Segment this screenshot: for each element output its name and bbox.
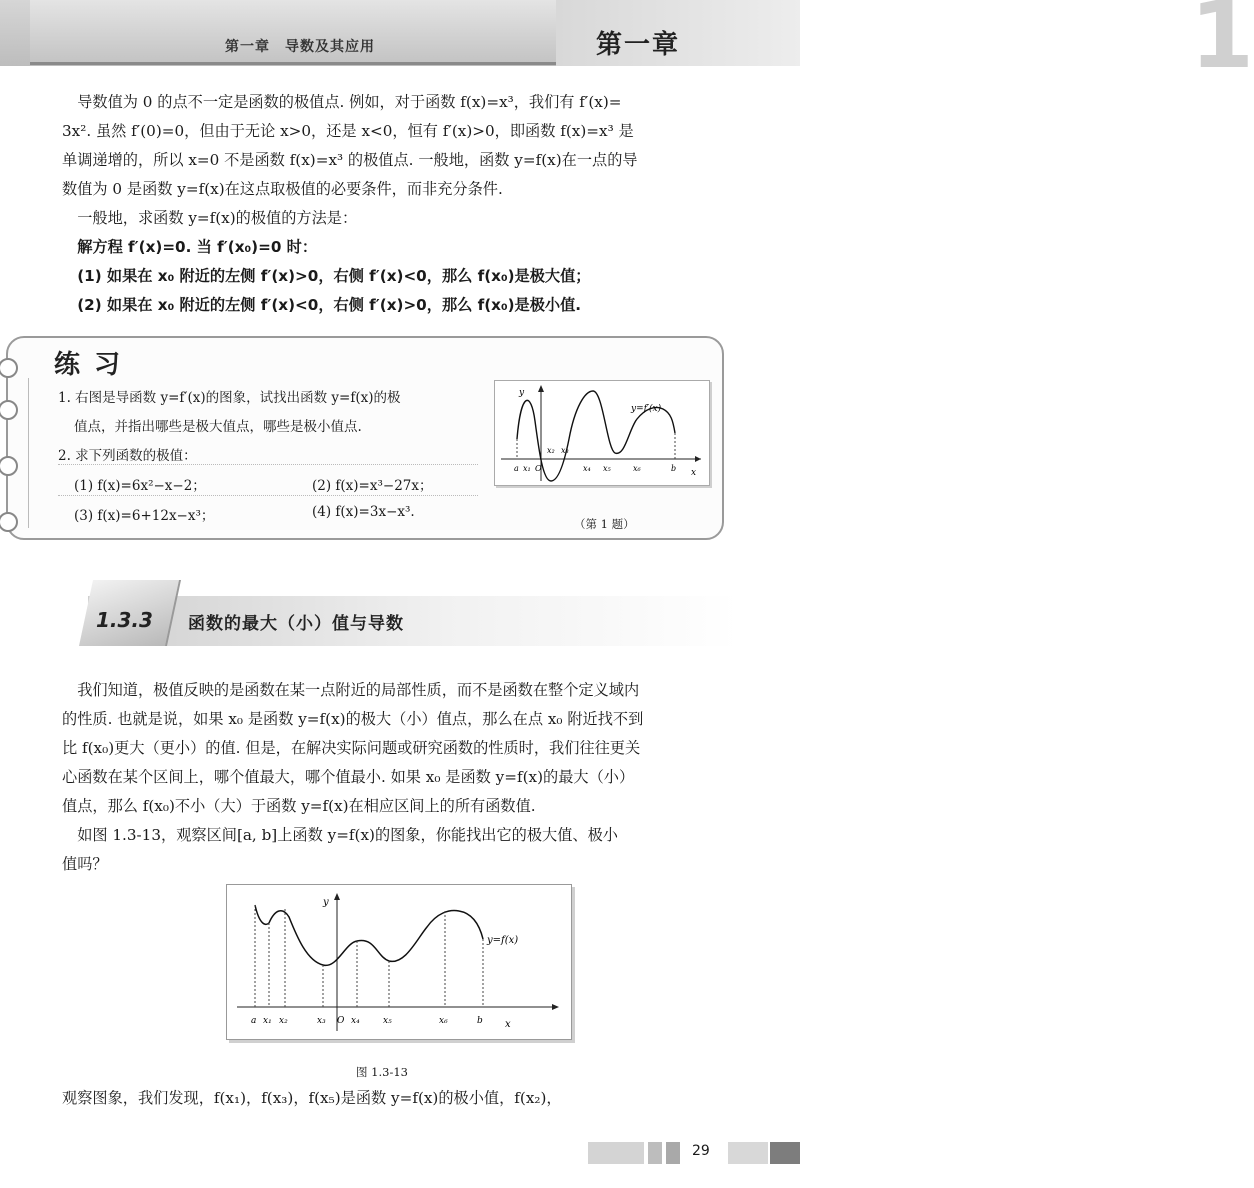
method-steps [62, 233, 742, 320]
x-axis-arrow [695, 456, 701, 462]
exercise-item: (2) f(x)=x³−27x； [312, 478, 433, 494]
closing-paragraph [62, 1084, 742, 1113]
function-figure [226, 884, 572, 1040]
exercise-box [6, 336, 724, 540]
y-label: y [519, 388, 525, 398]
chapter-label: 第一章 [596, 30, 681, 60]
chapter-digit-watermark: 1 [1190, 0, 1254, 89]
exercise-item: (3) f(x)=6+12x−x³； [74, 508, 215, 524]
text-line: 单调递增的，所以 x=0 不是函数 f(x)=x³ 的极值点. 一般地，函数 y=f(x)在一点的导 [62, 151, 638, 169]
exercise-item: (1) f(x)=6x²−x−2； [74, 478, 206, 494]
text-line: 值吗？ [62, 855, 108, 873]
chapter-caption: 第一章 导数及其应用 [225, 39, 375, 55]
curve-label: y=f(x) [487, 935, 519, 946]
section-number: 1.3.3 [96, 608, 153, 632]
function-graph [227, 885, 571, 1039]
footer-bar [728, 1142, 768, 1164]
method-line: (2) 如果在 x₀ 附近的左侧 f′(x)<0，右侧 f′(x)>0，那么 f(x₀)是极小值. [62, 296, 582, 314]
exercise-item: (4) f(x)=3x−x³. [312, 504, 415, 520]
tick-label: O [535, 464, 542, 473]
figure-caption: 图 1.3-13 [356, 1065, 408, 1079]
footer-bar [588, 1142, 644, 1164]
page-number: 29 [692, 1143, 710, 1159]
section-title: 函数的最大（小）值与导数 [188, 614, 404, 634]
text-line: 心函数在某个区间上，哪个值最大，哪个值最小. 如果 x₀ 是函数 y=f(x)的最大（小） [62, 768, 635, 786]
tick-label: a [514, 464, 519, 473]
binder-ring [0, 512, 18, 532]
binder-ring [0, 358, 18, 378]
body-paragraph [62, 676, 742, 879]
x-axis-arrow [552, 1004, 559, 1010]
tick-label: x₅ [603, 464, 611, 473]
tick-label: x₆ [439, 1016, 448, 1026]
rule-line [58, 495, 478, 496]
tick-label: x₁ [263, 1016, 272, 1026]
exercise-figure [494, 380, 710, 486]
binder-ring [0, 400, 18, 420]
derivative-graph [495, 381, 709, 485]
method-line: 解方程 f′(x)=0. 当 f′(x₀)=0 时： [62, 238, 318, 256]
exercise-q1-line1: 1. 右图是导函数 y=f′(x)的图象，试找出函数 y=f(x)的极 [58, 390, 401, 406]
divider [28, 378, 29, 528]
rule-line [58, 464, 478, 465]
exercise-title: 练习 [54, 350, 135, 380]
chapter-header [0, 0, 1254, 89]
tick-label: a [251, 1016, 257, 1026]
exercise-figure-caption: （第 1 题） [574, 517, 635, 531]
text-line: 的性质. 也就是说，如果 x₀ 是函数 y=f(x)的极大（小）值点，那么在点 x₀ 附近找不到 [62, 710, 644, 728]
text-line: 观察图象，我们发现，f(x₁)，f(x₃)，f(x₅)是函数 y=f(x)的极小值，f(x₂)， [62, 1089, 562, 1107]
text-line: 一般地，求函数 y=f(x)的极值的方法是： [62, 209, 358, 227]
page-footer [588, 1142, 800, 1164]
tick-label: b [477, 1016, 483, 1026]
section-band [88, 596, 738, 646]
footer-bar [648, 1142, 662, 1164]
footer-bar [770, 1142, 800, 1164]
tick-label: x₃ [317, 1016, 326, 1026]
y-axis-arrow [334, 893, 340, 900]
tick-label: x₃ [561, 446, 569, 455]
footer-bar [666, 1142, 680, 1164]
exercise-q1-line2: 值点，并指出哪些是极大值点，哪些是极小值点. [74, 419, 362, 435]
intro-paragraph [62, 88, 742, 233]
text-line: 如图 1.3-13，观察区间[a, b]上函数 y=f(x)的图象，你能找出它的极大值、极小 [62, 826, 618, 844]
tick-label: x₁ [523, 464, 531, 473]
text-line: 数值为 0 是函数 y=f(x)在这点取极值的必要条件，而非充分条件. [62, 180, 503, 198]
text-line: 导数值为 0 的点不一定是函数的极值点. 例如，对于函数 f(x)=x³，我们有 f′(x)= [62, 93, 622, 111]
x-label: x [691, 468, 697, 478]
method-line: (1) 如果在 x₀ 附近的左侧 f′(x)>0，右侧 f′(x)<0，那么 f(x₀)是极大值； [62, 267, 591, 285]
binder-ring [0, 456, 18, 476]
exercise-q2: 2. 求下列函数的极值： [58, 448, 197, 464]
text-line: 值点，那么 f(x₀)不小（大）于函数 y=f(x)在相应区间上的所有函数值. [62, 797, 536, 815]
tick-label: x₂ [279, 1016, 288, 1026]
x-label: x [505, 1019, 511, 1030]
tick-label: x₄ [351, 1016, 360, 1026]
tick-label: x₂ [547, 446, 555, 455]
tick-label: x₅ [383, 1016, 392, 1026]
tick-label: O [337, 1016, 345, 1026]
y-axis-arrow [538, 385, 544, 392]
y-label: y [323, 897, 329, 908]
curve-label: y=f′(x) [631, 404, 662, 414]
function-curve [255, 905, 483, 965]
text-line: 我们知道，极值反映的是函数在某一点附近的局部性质，而不是函数在整个定义域内 [62, 681, 640, 699]
tick-label: b [671, 464, 677, 473]
tick-label: x₄ [583, 464, 591, 473]
text-line: 3x². 虽然 f′(0)=0，但由于无论 x>0，还是 x<0，恒有 f′(x)>0，即函数 f(x)=x³ 是 [62, 122, 634, 140]
text-line: 比 f(x₀)更大（更小）的值. 但是，在解决实际问题或研究函数的性质时，我们往往更关 [62, 739, 641, 757]
tick-label: x₆ [633, 464, 641, 473]
